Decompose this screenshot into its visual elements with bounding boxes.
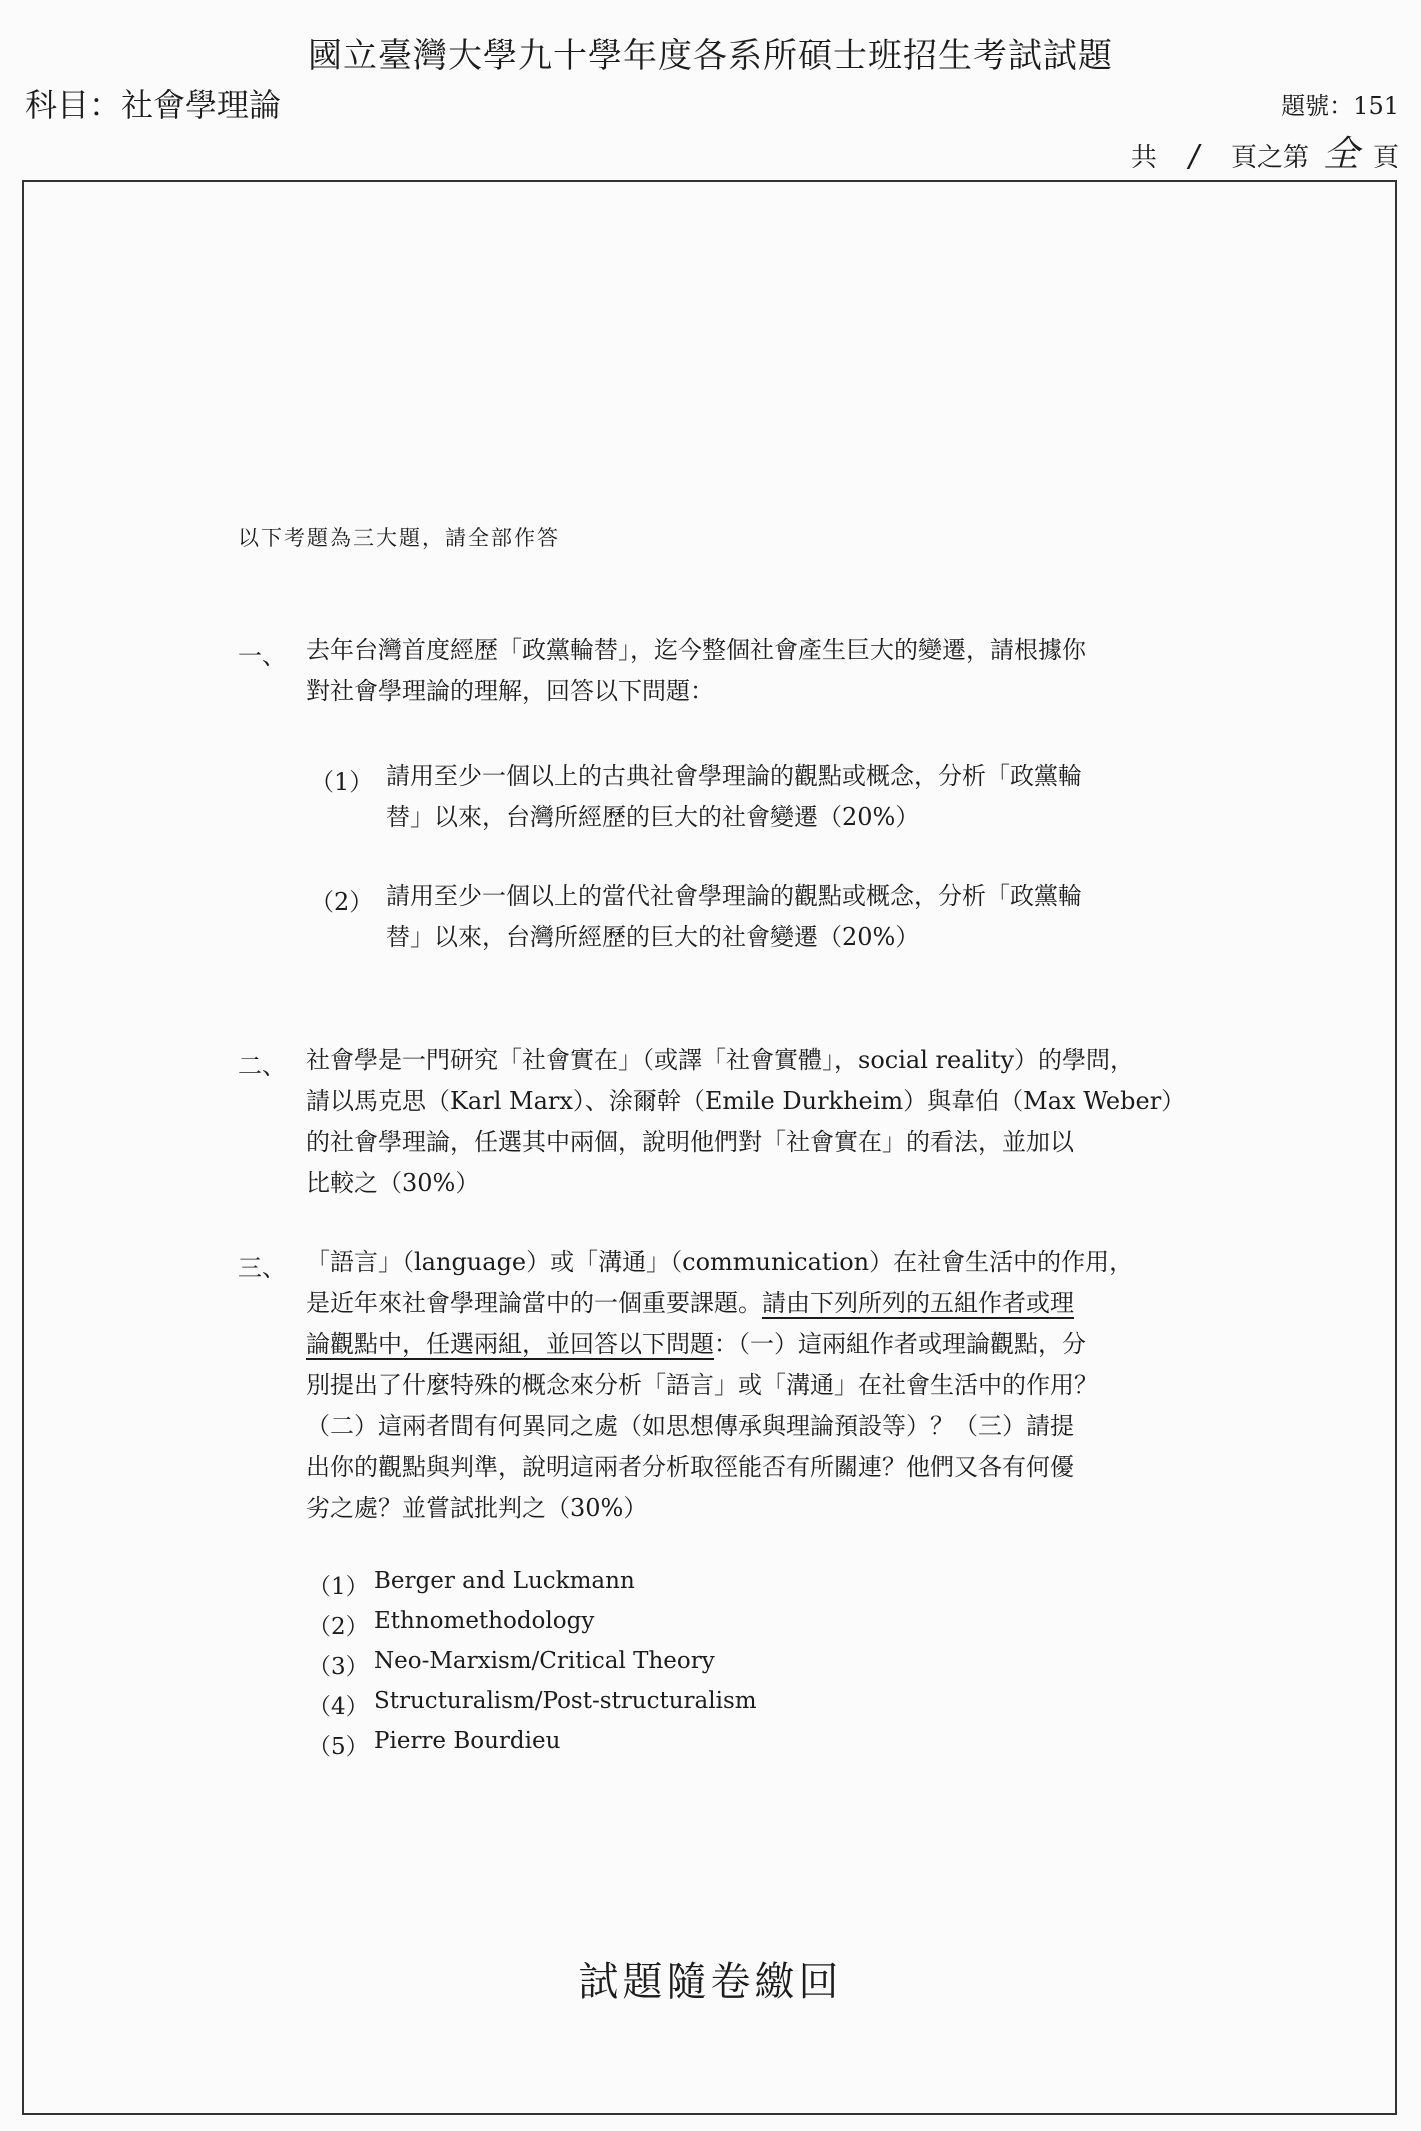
- option-5-number: （5）: [308, 1734, 369, 1760]
- option-4-number: （4）: [308, 1694, 369, 1720]
- question-2-line-3: 的社會學理論，任選其中兩個，說明他們對「社會實在」的看法，並加以: [306, 1128, 1074, 1156]
- question-2-line-2: 請以馬克思（Karl Marx）、涂爾幹（Emile Durkheim）與韋伯（Max Weber）: [306, 1087, 1186, 1115]
- question-2-line-1: 社會學是一門研究「社會實在」（或譯「社會實體」，social reality）的學問，: [306, 1046, 1135, 1074]
- question-2-text: [306, 1040, 1185, 1204]
- question-2-label: 二、: [238, 1052, 286, 1080]
- option-3-text: Neo-Marxism/Critical Theory: [374, 1648, 715, 1674]
- question-1-sub-1-label: （1）: [310, 768, 374, 796]
- option-1: [308, 1568, 635, 1601]
- option-2-text: Ethnomethodology: [374, 1608, 595, 1634]
- question-3-line-5: （二）這兩者間有何異同之處（如思想傳承與理論預設等）？（三）請提: [306, 1412, 1074, 1440]
- question-3-underlined-2: 論觀點中，任選兩組，並回答以下問題: [306, 1330, 714, 1358]
- page-middle: 頁之第: [1230, 143, 1309, 173]
- intro-instruction: 以下考題為三大題，請全部作答: [238, 526, 560, 550]
- question-3-label: 三、: [238, 1254, 286, 1282]
- page-total-handwritten: /: [1188, 139, 1199, 174]
- option-3: [308, 1648, 715, 1681]
- sub-1-line-1: 請用至少一個以上的古典社會學理論的觀點或概念，分析「政黨輪: [386, 762, 1082, 790]
- question-1-line-2: 對社會學理論的理解，回答以下問題：: [306, 677, 714, 705]
- question-1-line-1: 去年台灣首度經歷「政黨輪替」，迄今整個社會產生巨大的變遷，請根據你: [306, 636, 1086, 664]
- question-1-sub-2-label: （2）: [310, 888, 374, 916]
- option-3-number: （3）: [308, 1654, 369, 1680]
- option-2: [308, 1608, 594, 1641]
- question-3-underlined-1: 請由下列所列的五組作者或理: [762, 1289, 1074, 1317]
- option-1-text: Berger and Luckmann: [374, 1568, 635, 1594]
- subject-label: 科目：社會學理論: [25, 86, 282, 124]
- question-3-line-4: 別提出了什麼特殊的概念來分析「語言」或「溝通」在社會生活中的作用？: [306, 1371, 1098, 1399]
- question-3-line-2a: 是近年來社會學理論當中的一個重要課題。: [306, 1289, 762, 1317]
- option-4-text: Structuralism/Post-structuralism: [374, 1688, 757, 1714]
- page-prefix: 共: [1130, 143, 1157, 173]
- option-4: [308, 1688, 757, 1721]
- option-5-text: Pierre Bourdieu: [374, 1728, 561, 1754]
- option-1-number: （1）: [308, 1574, 369, 1600]
- sub-1-line-2: 替」以來，台灣所經歷的巨大的社會變遷（20%）: [386, 803, 920, 831]
- question-3-line-2: [306, 1283, 1133, 1324]
- sub-2-line-1: 請用至少一個以上的當代社會學理論的觀點或概念，分析「政黨輪: [386, 882, 1082, 910]
- question-1-sub-2-text: [386, 876, 1082, 958]
- question-1-label: 一、: [238, 642, 286, 670]
- question-3-line-6: 出你的觀點與判準，說明這兩者分析取徑能否有所關連？他們又各有何優: [306, 1453, 1074, 1481]
- question-3-line-1: 「語言」（language）或「溝通」（communication）在社會生活中的作用，: [306, 1248, 1134, 1276]
- page-count: [1131, 126, 1399, 177]
- option-5: [308, 1728, 560, 1761]
- question-3-line-7: 劣之處？並嘗試批判之（30%）: [306, 1494, 648, 1522]
- page-current-handwritten: 全: [1322, 134, 1359, 175]
- question-2-line-4: 比較之（30%）: [306, 1169, 480, 1197]
- question-1-text: [306, 630, 1086, 712]
- exam-title: 國立臺灣大學九十學年度各系所碩士班招生考試試題: [308, 36, 1113, 76]
- sub-2-line-2: 替」以來，台灣所經歷的巨大的社會變遷（20%）: [386, 923, 920, 951]
- question-number: 題號：151: [1281, 92, 1399, 120]
- page-suffix: 頁: [1372, 143, 1399, 173]
- option-2-number: （2）: [308, 1614, 369, 1640]
- question-3-line-3b: ：（一）這兩組作者或理論觀點，分: [714, 1330, 1086, 1358]
- question-3-line-3: [306, 1324, 1133, 1365]
- question-1-sub-1-text: [386, 756, 1082, 838]
- question-3-text: [306, 1242, 1133, 1529]
- footer-return-notice: 試題隨卷繳回: [578, 1959, 843, 2005]
